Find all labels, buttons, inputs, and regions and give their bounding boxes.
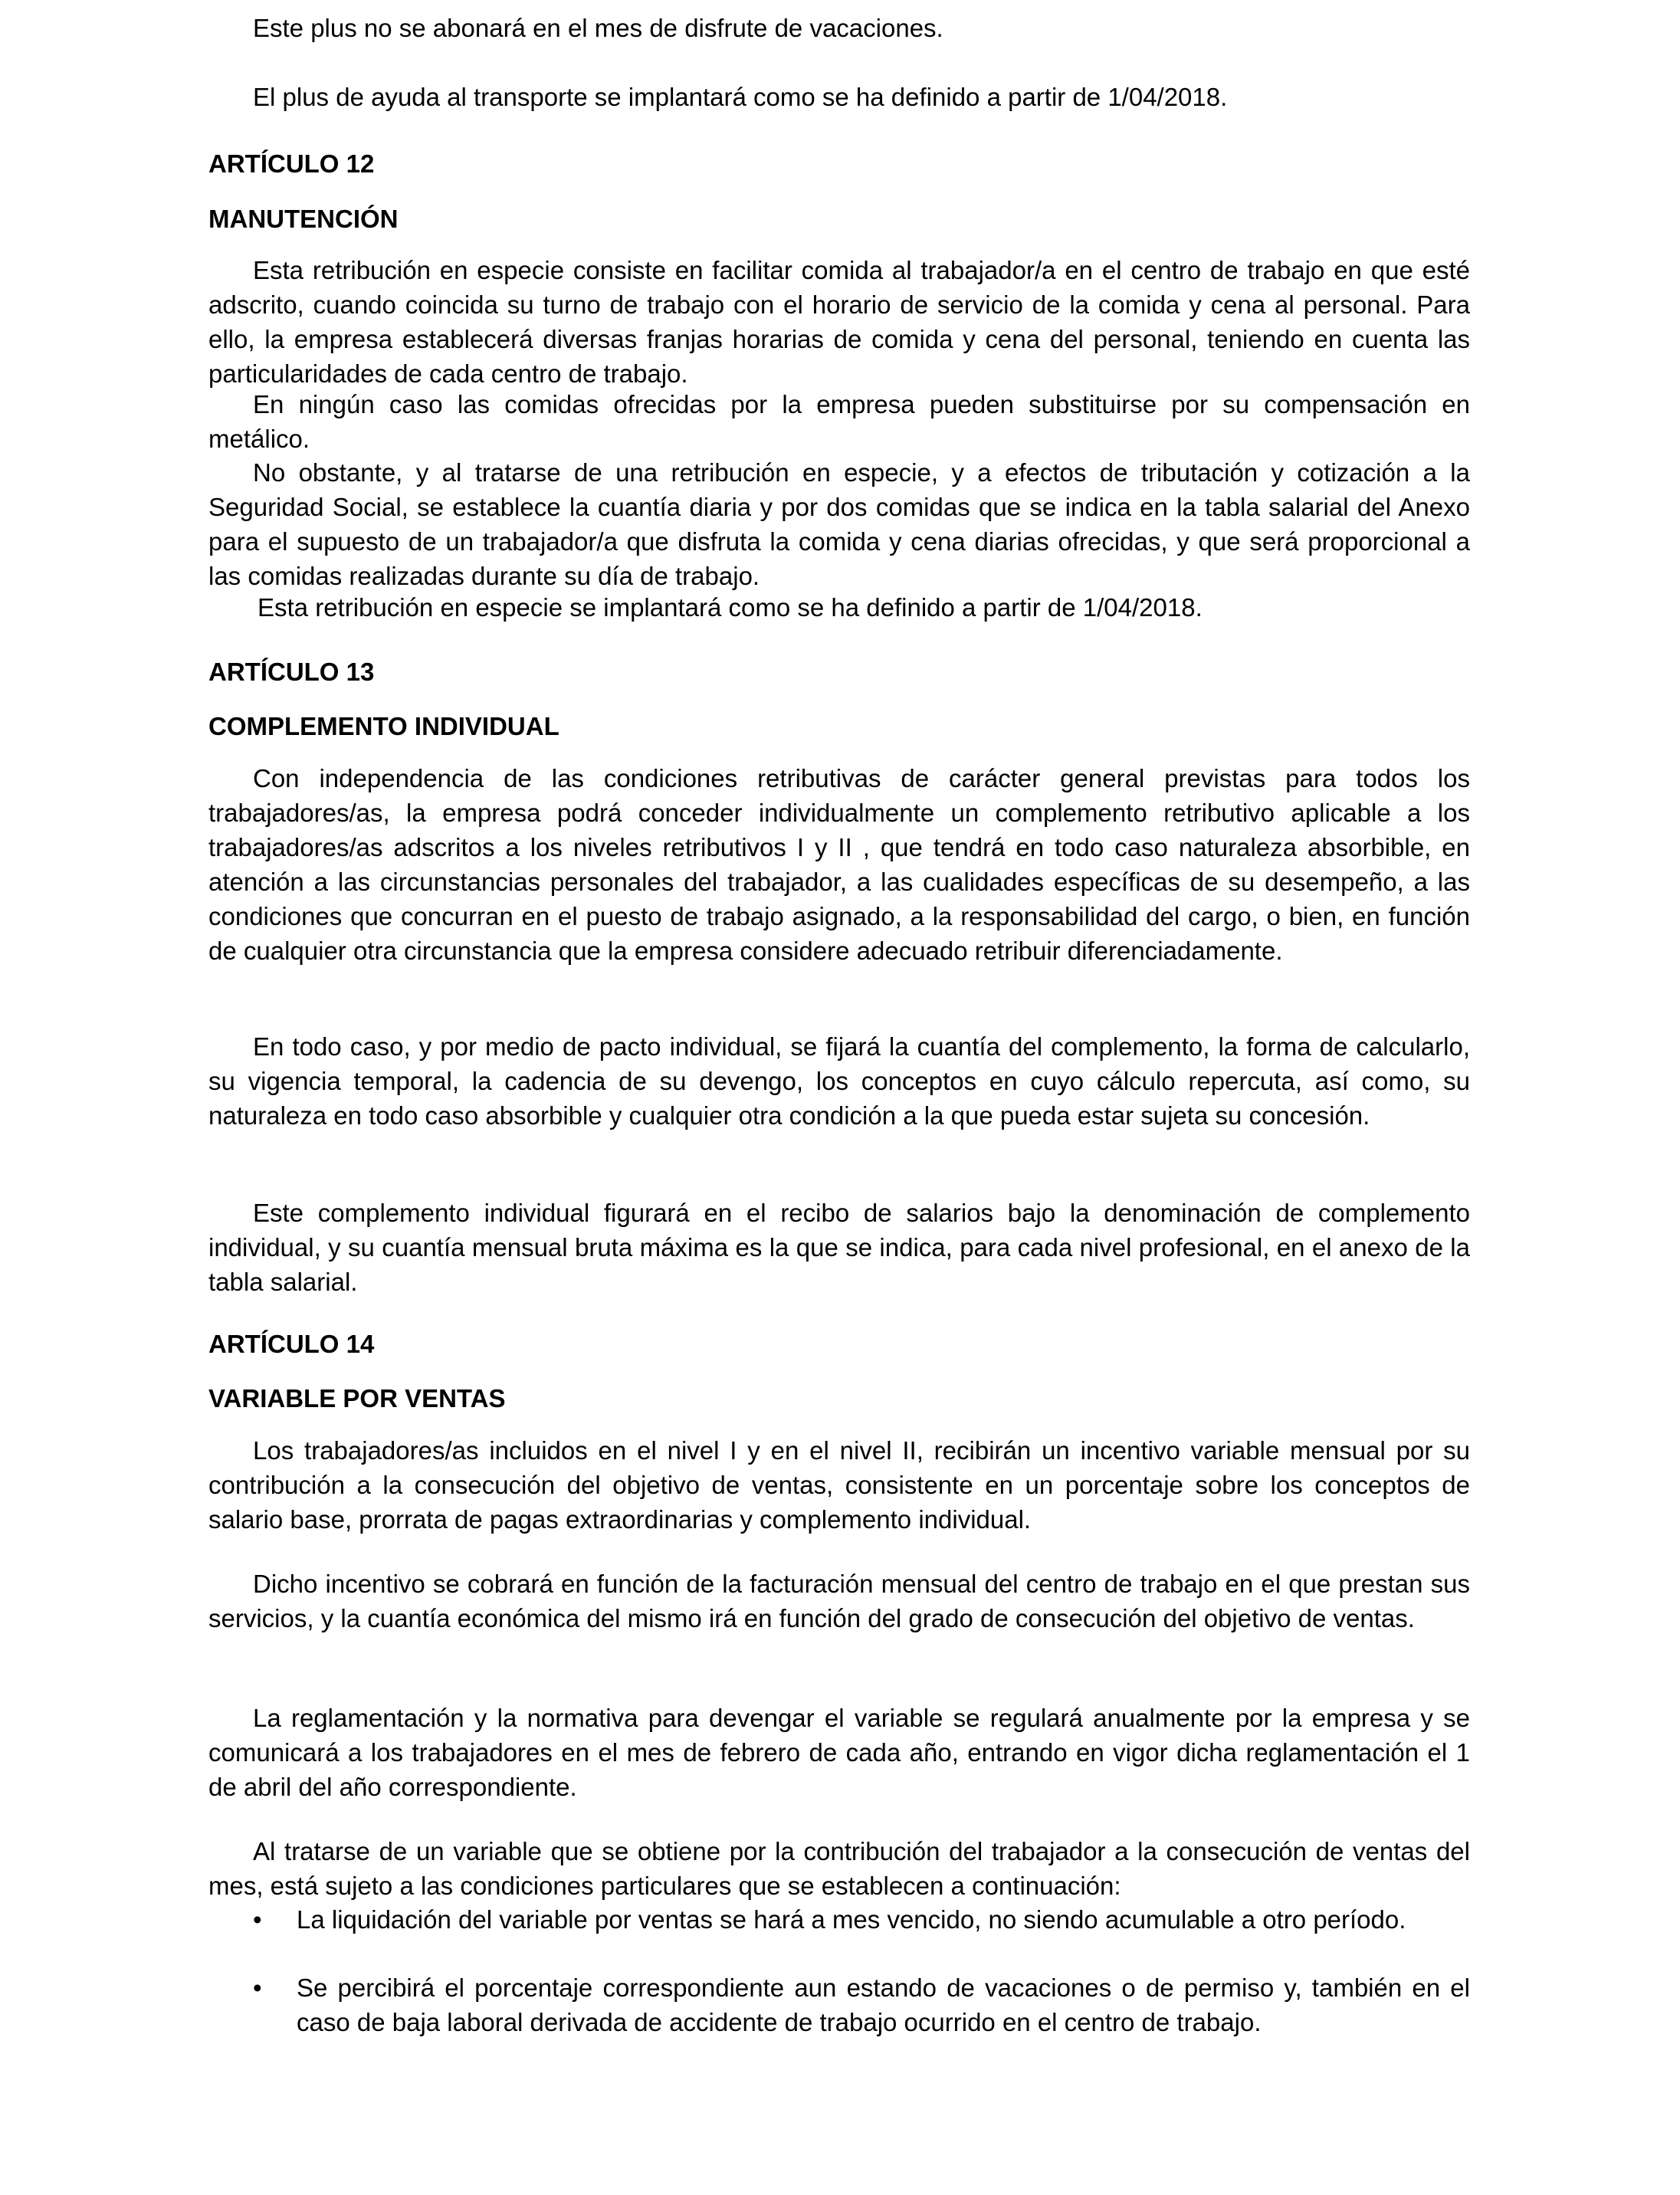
article-12-paragraph-3: No obstante, y al tratarse de una retribución en especie, y a efectos de tributación y cotización a la Seguridad Social, se establece la cuantía diaria y por dos comidas que se indica en la tabla salarial del Anexo para el supuesto de un trabajador/a que disfruta la comida y cena diarias ofrecidas, y que será proporcional a las comidas realizadas durante su día de trabajo.: [208, 458, 1470, 590]
article-13-title: COMPLEMENTO INDIVIDUAL: [208, 712, 559, 740]
article-13-number: ARTÍCULO 13: [208, 658, 375, 686]
intro-paragraph-2: El plus de ayuda al transporte se implantará como se ha definido a partir de 1/04/2018.: [253, 83, 1228, 111]
bullet-text: Se percibirá el porcentaje correspondiente aun estando de vacaciones o de permiso y, también en el caso de baja laboral derivada de accidente de trabajo ocurrido en el centro de trabajo.: [297, 1974, 1470, 2036]
article-14-paragraph-3: La reglamentación y la normativa para devengar el variable se regulará anualmente por la empresa y se comunicará a los trabajadores en el mes de febrero de cada año, entrando en vigor dicha reglamentación el 1 de abril del año correspondiente.: [208, 1704, 1470, 1801]
article-14-paragraph-2: Dicho incentivo se cobrará en función de la facturación mensual del centro de trabajo en el que prestan sus servicios, y la cuantía económica del mismo irá en función del grado de consecución del objetivo de ventas.: [208, 1570, 1470, 1632]
bullet-marker: •: [253, 1905, 262, 1934]
list-item: [208, 1970, 1470, 2039]
bullet-text: La liquidación del variable por ventas se hará a mes vencido, no siendo acumulable a otro período.: [297, 1905, 1406, 1934]
bullet-marker: •: [253, 1974, 262, 2002]
article-12-paragraph-2: En ningún caso las comidas ofrecidas por la empresa pueden substituirse por su compensación en metálico.: [208, 390, 1470, 453]
article-13-paragraph-3: Este complemento individual figurará en el recibo de salarios bajo la denominación de complemento individual, y su cuantía mensual bruta máxima es la que se indica, para cada nivel profesional, en el anexo de la tabla salarial.: [208, 1199, 1470, 1296]
article-14-title: VARIABLE POR VENTAS: [208, 1384, 506, 1412]
article-14-paragraph-1: Los trabajadores/as incluidos en el nivel I y en el nivel II, recibirán un incentivo variable mensual por su contribución a la consecución del objetivo de ventas, consistente en un porcentaje sobre los conceptos de salario base, prorrata de pagas extraordinarias y complemento individual.: [208, 1436, 1470, 1534]
article-12-number: ARTÍCULO 12: [208, 149, 375, 178]
article-12-paragraph-4: Esta retribución en especie se implantará como se ha definido a partir de 1/04/2018.: [258, 593, 1203, 622]
article-14-number: ARTÍCULO 14: [208, 1330, 375, 1358]
article-14-paragraph-4: Al tratarse de un variable que se obtiene por la contribución del trabajador a la consecución de ventas del mes, está sujeto a las condiciones particulares que se establecen a continuación:: [208, 1837, 1470, 1900]
list-item: [208, 1902, 1470, 1937]
article-13-paragraph-2: En todo caso, y por medio de pacto individual, se fijará la cuantía del complemento, la forma de calcularlo, su vigencia temporal, la cadencia de su devengo, los conceptos en cuyo cálculo repercuta, así como, su naturaleza en todo caso absorbible y cualquier otra condición a la que pueda estar sujeta su concesión.: [208, 1032, 1470, 1130]
article-12-title: MANUTENCIÓN: [208, 205, 399, 233]
intro-paragraph-1: Este plus no se abonará en el mes de disfrute de vacaciones.: [253, 14, 943, 42]
article-12-paragraph-1: Esta retribución en especie consiste en facilitar comida al trabajador/a en el centro de trabajo en que esté adscrito, cuando coincida su turno de trabajo con el horario de servicio de la comida y cena al personal. Para ello, la empresa establecerá diversas franjas horarias de comida y cena del personal, teniendo en cuenta las particularidades de cada centro de trabajo.: [208, 256, 1470, 388]
article-13-paragraph-1: Con independencia de las condiciones retributivas de carácter general previstas para todos los trabajadores/as, la empresa podrá conceder individualmente un complemento retributivo aplicable a los trabajadores/as adscritos a los niveles retributivos I y II , que tendrá en todo caso naturaleza absorbible, en atención a las circunstancias personales del trabajador, a las cualidades específicas de su desempeño, a las condiciones que concurran en el puesto de trabajo asignado, a la responsabilidad del cargo, o bien, en función de cualquier otra circunstancia que la empresa considere adecuado retribuir diferenciadamente.: [208, 764, 1470, 965]
